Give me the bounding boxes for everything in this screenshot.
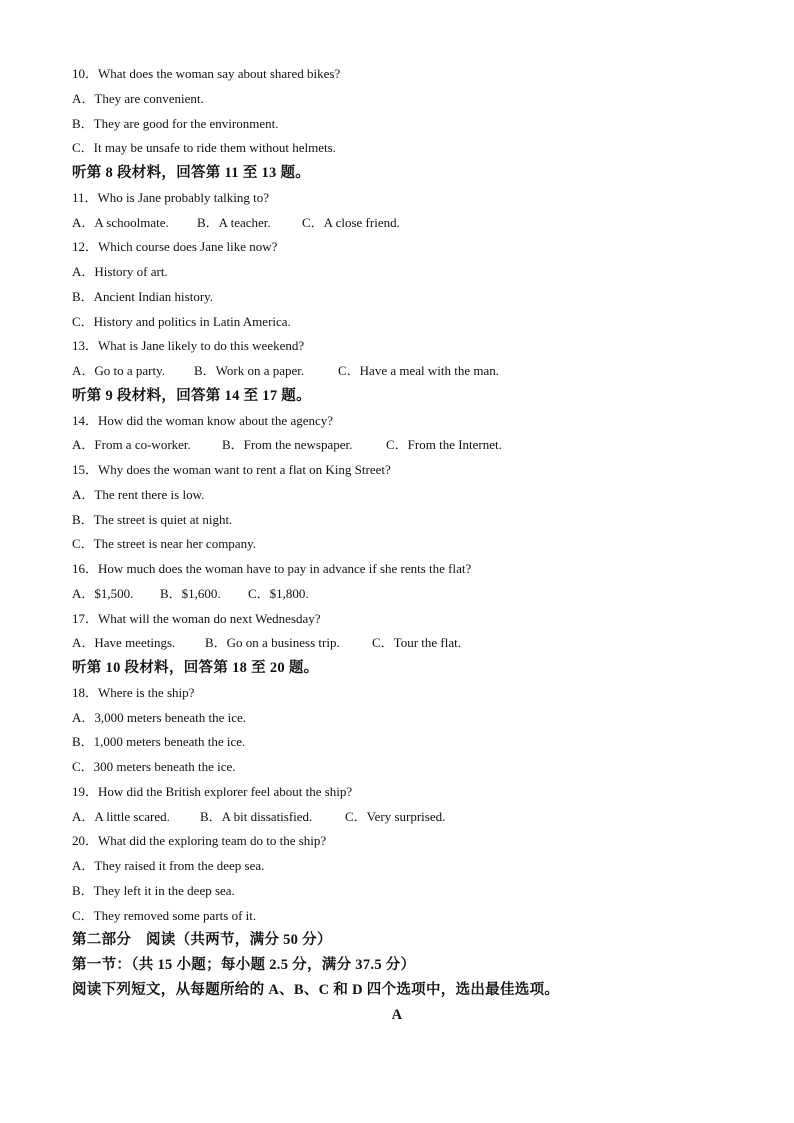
answer-option: A．A schoolmate.	[72, 215, 169, 230]
section-heading: 听第 10 段材料，回答第 18 至 20 题。	[72, 660, 319, 676]
question-text: 16．How much does the woman have to pay in advance if she rents the flat?	[72, 561, 472, 576]
answer-option: A．They raised it from the deep sea.	[72, 858, 265, 873]
answer-option: B．They left it in the deep sea.	[72, 883, 235, 898]
answer-option: A．$1,500.	[72, 586, 134, 601]
answer-option: B．From the newspaper.	[222, 437, 353, 452]
question-text: 18．Where is the ship?	[72, 685, 195, 700]
question-text: 20．What did the exploring team do to the ship?	[72, 833, 327, 848]
question-text: 11．Who is Jane probably talking to?	[72, 190, 270, 205]
answer-option: A．The rent there is low.	[72, 487, 205, 502]
question-text: 15．Why does the woman want to rent a flat on King Street?	[72, 462, 391, 477]
question-text: 13．What is Jane likely to do this weekend?	[72, 338, 305, 353]
answer-option: C．The street is near her company.	[72, 536, 256, 551]
answer-option: B．The street is quiet at night.	[72, 512, 233, 527]
answer-option: B．A teacher.	[197, 215, 271, 230]
section-heading: 听第 9 段材料，回答第 14 至 17 题。	[72, 388, 311, 404]
answer-option: B．Ancient Indian history.	[72, 289, 214, 304]
answer-option: B．$1,600.	[160, 586, 221, 601]
answer-option: B．Work on a paper.	[194, 363, 305, 378]
answer-option: C．Have a meal with the man.	[338, 363, 500, 378]
answer-option: C．They removed some parts of it.	[72, 908, 257, 923]
answer-option: A．3,000 meters beneath the ice.	[72, 710, 246, 725]
answer-option: C．Tour the flat.	[372, 635, 461, 650]
section-heading: 听第 8 段材料，回答第 11 至 13 题。	[72, 165, 311, 181]
question-text: 10．What does the woman say about shared bikes?	[72, 66, 341, 81]
question-text: 17．What will the woman do next Wednesday?	[72, 611, 321, 626]
question-text: 14．How did the woman know about the agency?	[72, 413, 334, 428]
answer-option: A．Go to a party.	[72, 363, 166, 378]
section-heading: 阅读下列短文，从每题所给的 A、B、C 和 D 四个选项中，选出最佳选项。	[72, 982, 560, 998]
answer-option: A．A little scared.	[72, 809, 170, 824]
answer-option: C．300 meters beneath the ice.	[72, 759, 236, 774]
answer-option: C．Very surprised.	[345, 809, 446, 824]
section-heading: 第一节：（共 15 小题；每小题 2.5 分，满分 37.5 分）	[72, 957, 416, 973]
section-heading: 第二部分 阅读（共两节，满分 50 分）	[72, 932, 332, 948]
answer-option: C．It may be unsafe to ride them without helmets.	[72, 140, 336, 155]
answer-option: B．A bit dissatisfied.	[200, 809, 313, 824]
answer-option: A．Have meetings.	[72, 635, 176, 650]
answer-option: C．From the Internet.	[386, 437, 502, 452]
passage-label: A	[391, 1007, 403, 1023]
answer-option: C．$1,800.	[248, 586, 309, 601]
question-text: 12．Which course does Jane like now?	[72, 239, 278, 254]
answer-option: B．They are good for the environment.	[72, 116, 279, 131]
answer-option: A．History of art.	[72, 264, 168, 279]
answer-option: C．History and politics in Latin America.	[72, 314, 291, 329]
answer-option: C．A close friend.	[302, 215, 400, 230]
answer-option: A．From a co-worker.	[72, 437, 191, 452]
answer-option: B．Go on a business trip.	[205, 635, 340, 650]
answer-option: A．They are convenient.	[72, 91, 204, 106]
answer-option: B．1,000 meters beneath the ice.	[72, 734, 246, 749]
question-text: 19．How did the British explorer feel about the ship?	[72, 784, 353, 799]
